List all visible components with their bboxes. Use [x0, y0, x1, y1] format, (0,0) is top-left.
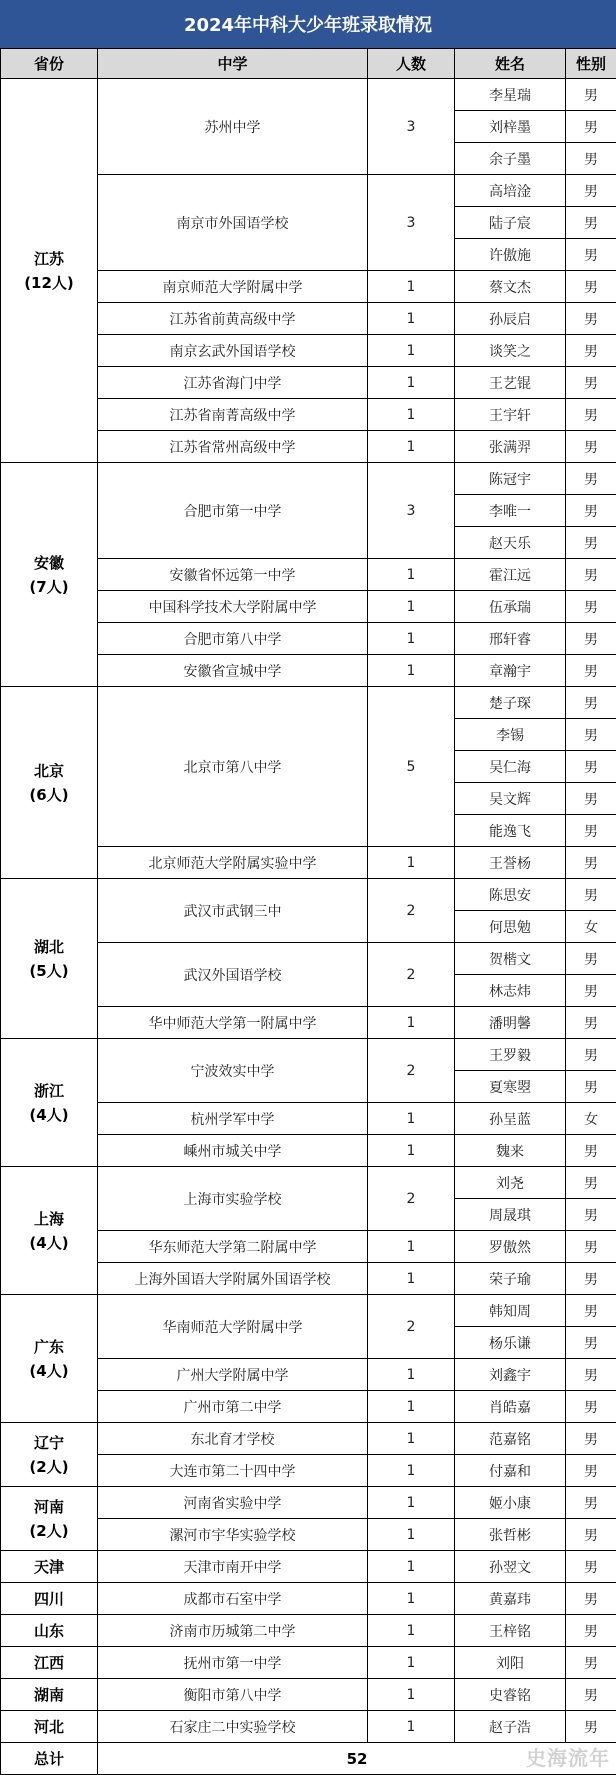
- gender-cell: 男: [566, 175, 616, 207]
- student-name-cell: 李星瑞: [455, 79, 566, 111]
- gender-cell: 男: [566, 591, 616, 623]
- province-cell: 湖北 (5人): [1, 879, 98, 1039]
- count-cell: 2: [368, 1295, 455, 1359]
- gender-cell: 男: [566, 1199, 616, 1231]
- student-name-cell: 孙呈蓝: [455, 1103, 566, 1135]
- province-cell: 辽宁 (2人): [1, 1423, 98, 1487]
- count-cell: 2: [368, 943, 455, 1007]
- sheet-title: 2024年中科大少年班录取情况: [0, 0, 616, 48]
- school-cell: 南京师范大学附属中学: [98, 271, 368, 303]
- student-name-cell: 何思勉: [455, 911, 566, 943]
- header-province: 省份: [1, 49, 98, 79]
- student-name-cell: 刘阳: [455, 1647, 566, 1679]
- count-cell: 1: [368, 1647, 455, 1679]
- student-name-cell: 余子墨: [455, 143, 566, 175]
- school-cell: 漯河市宇华实验学校: [98, 1519, 368, 1551]
- school-cell: 江苏省前黄高级中学: [98, 303, 368, 335]
- student-name-cell: 吴文辉: [455, 783, 566, 815]
- header-count: 人数: [368, 49, 455, 79]
- school-cell: 合肥市第八中学: [98, 623, 368, 655]
- school-cell: 广州大学附属中学: [98, 1359, 368, 1391]
- province-cell: 江苏 (12人): [1, 79, 98, 463]
- gender-cell: 男: [566, 367, 616, 399]
- school-cell: 江苏省常州高级中学: [98, 431, 368, 463]
- count-cell: 3: [368, 79, 455, 175]
- count-cell: 1: [368, 1103, 455, 1135]
- student-name-cell: 贺楷文: [455, 943, 566, 975]
- gender-cell: 男: [566, 1583, 616, 1615]
- gender-cell: 男: [566, 1135, 616, 1167]
- school-cell: 上海外国语大学附属外国语学校: [98, 1263, 368, 1295]
- count-cell: 1: [368, 1487, 455, 1519]
- student-name-cell: 伍承瑞: [455, 591, 566, 623]
- gender-cell: 男: [566, 335, 616, 367]
- gender-cell: 男: [566, 847, 616, 879]
- school-cell: 北京师范大学附属实验中学: [98, 847, 368, 879]
- gender-cell: 男: [566, 1071, 616, 1103]
- student-name-cell: 霍江远: [455, 559, 566, 591]
- count-cell: 1: [368, 655, 455, 687]
- school-cell: 石家庄二中实验学校: [98, 1711, 368, 1743]
- school-cell: 嵊州市城关中学: [98, 1135, 368, 1167]
- gender-cell: 男: [566, 143, 616, 175]
- province-cell: 湖南: [1, 1679, 98, 1711]
- school-cell: 杭州学军中学: [98, 1103, 368, 1135]
- total-label: 总计: [1, 1743, 98, 1775]
- school-cell: 苏州中学: [98, 79, 368, 175]
- school-cell: 天津市南开中学: [98, 1551, 368, 1583]
- gender-cell: 男: [566, 271, 616, 303]
- count-cell: 1: [368, 1391, 455, 1423]
- count-cell: 1: [368, 399, 455, 431]
- student-name-cell: 陈思安: [455, 879, 566, 911]
- gender-cell: 男: [566, 1231, 616, 1263]
- gender-cell: 男: [566, 719, 616, 751]
- school-cell: 江苏省南菁高级中学: [98, 399, 368, 431]
- header-gender: 性别: [566, 49, 616, 79]
- gender-cell: 男: [566, 1327, 616, 1359]
- student-name-cell: 赵天乐: [455, 527, 566, 559]
- student-name-cell: 魏来: [455, 1135, 566, 1167]
- province-cell: 天津: [1, 1551, 98, 1583]
- gender-cell: 女: [566, 911, 616, 943]
- school-cell: 东北育才学校: [98, 1423, 368, 1455]
- gender-cell: 男: [566, 1391, 616, 1423]
- school-cell: 武汉外国语学校: [98, 943, 368, 1007]
- count-cell: 1: [368, 1135, 455, 1167]
- student-name-cell: 高培淦: [455, 175, 566, 207]
- watermark: 史海流年: [526, 1746, 610, 1770]
- student-name-cell: 张哲彬: [455, 1519, 566, 1551]
- count-cell: 1: [368, 271, 455, 303]
- count-cell: 1: [368, 1231, 455, 1263]
- count-cell: 1: [368, 1679, 455, 1711]
- gender-cell: 男: [566, 303, 616, 335]
- student-name-cell: 周晟琪: [455, 1199, 566, 1231]
- student-name-cell: 刘梓墨: [455, 111, 566, 143]
- student-name-cell: 杨乐谦: [455, 1327, 566, 1359]
- gender-cell: 男: [566, 431, 616, 463]
- gender-cell: 男: [566, 879, 616, 911]
- gender-cell: 男: [566, 1007, 616, 1039]
- gender-cell: 男: [566, 655, 616, 687]
- student-name-cell: 陆子宸: [455, 207, 566, 239]
- student-name-cell: 赵子浩: [455, 1711, 566, 1743]
- student-name-cell: 谈笑之: [455, 335, 566, 367]
- school-cell: 华南师范大学附属中学: [98, 1295, 368, 1359]
- school-cell: 南京市外国语学校: [98, 175, 368, 271]
- student-name-cell: 姬小康: [455, 1487, 566, 1519]
- student-name-cell: 王宇轩: [455, 399, 566, 431]
- student-name-cell: 王梓铭: [455, 1615, 566, 1647]
- count-cell: 1: [368, 335, 455, 367]
- school-cell: 上海市实验学校: [98, 1167, 368, 1231]
- gender-cell: 男: [566, 1455, 616, 1487]
- school-cell: 广州市第二中学: [98, 1391, 368, 1423]
- gender-cell: 男: [566, 1551, 616, 1583]
- gender-cell: 男: [566, 463, 616, 495]
- student-name-cell: 陈冠宇: [455, 463, 566, 495]
- gender-cell: 男: [566, 1295, 616, 1327]
- student-name-cell: 王罗毅: [455, 1039, 566, 1071]
- student-name-cell: 刘尧: [455, 1167, 566, 1199]
- gender-cell: 男: [566, 1263, 616, 1295]
- gender-cell: 男: [566, 399, 616, 431]
- count-cell: 1: [368, 1359, 455, 1391]
- header-school: 中学: [98, 49, 368, 79]
- student-name-cell: 范嘉铭: [455, 1423, 566, 1455]
- gender-cell: 男: [566, 559, 616, 591]
- school-cell: 武汉市武钢三中: [98, 879, 368, 943]
- gender-cell: 男: [566, 687, 616, 719]
- count-cell: 1: [368, 1007, 455, 1039]
- student-name-cell: 蔡文杰: [455, 271, 566, 303]
- student-name-cell: 付嘉和: [455, 1455, 566, 1487]
- gender-cell: 男: [566, 1647, 616, 1679]
- student-name-cell: 孙辰启: [455, 303, 566, 335]
- student-name-cell: 罗傲然: [455, 1231, 566, 1263]
- student-name-cell: 黄嘉玮: [455, 1583, 566, 1615]
- gender-cell: 男: [566, 975, 616, 1007]
- student-name-cell: 荣子瑜: [455, 1263, 566, 1295]
- count-cell: 1: [368, 303, 455, 335]
- count-cell: 1: [368, 623, 455, 655]
- gender-cell: 男: [566, 239, 616, 271]
- count-cell: 1: [368, 847, 455, 879]
- student-name-cell: 王誉杨: [455, 847, 566, 879]
- student-name-cell: 韩知周: [455, 1295, 566, 1327]
- count-cell: 3: [368, 175, 455, 271]
- count-cell: 1: [368, 1615, 455, 1647]
- student-name-cell: 刘鑫宇: [455, 1359, 566, 1391]
- student-name-cell: 能逸飞: [455, 815, 566, 847]
- school-cell: 华中师范大学第一附属中学: [98, 1007, 368, 1039]
- student-name-cell: 肖皓嘉: [455, 1391, 566, 1423]
- gender-cell: 男: [566, 783, 616, 815]
- count-cell: 1: [368, 1711, 455, 1743]
- school-cell: 合肥市第一中学: [98, 463, 368, 559]
- province-cell: 河北: [1, 1711, 98, 1743]
- count-cell: 2: [368, 1167, 455, 1231]
- province-cell: 河南 (2人): [1, 1487, 98, 1551]
- count-cell: 2: [368, 879, 455, 943]
- province-cell: 山东: [1, 1615, 98, 1647]
- student-name-cell: 夏寒曌: [455, 1071, 566, 1103]
- gender-cell: 男: [566, 1039, 616, 1071]
- count-cell: 1: [368, 1551, 455, 1583]
- gender-cell: 男: [566, 943, 616, 975]
- school-cell: 济南市历城第二中学: [98, 1615, 368, 1647]
- gender-cell: 男: [566, 1167, 616, 1199]
- gender-cell: 男: [566, 207, 616, 239]
- school-cell: 南京玄武外国语学校: [98, 335, 368, 367]
- count-cell: 1: [368, 1519, 455, 1551]
- gender-cell: 女: [566, 1103, 616, 1135]
- school-cell: 安徽省宣城中学: [98, 655, 368, 687]
- student-name-cell: 许傲施: [455, 239, 566, 271]
- header-name: 姓名: [455, 49, 566, 79]
- count-cell: 5: [368, 687, 455, 847]
- gender-cell: 男: [566, 623, 616, 655]
- student-name-cell: 吴仁海: [455, 751, 566, 783]
- gender-cell: 男: [566, 1711, 616, 1743]
- gender-cell: 男: [566, 1519, 616, 1551]
- student-name-cell: 潘明馨: [455, 1007, 566, 1039]
- province-cell: 广东 (4人): [1, 1295, 98, 1423]
- school-cell: 江苏省海门中学: [98, 367, 368, 399]
- count-cell: 1: [368, 431, 455, 463]
- school-cell: 宁波效实中学: [98, 1039, 368, 1103]
- gender-cell: 男: [566, 527, 616, 559]
- count-cell: 1: [368, 1263, 455, 1295]
- student-name-cell: 史睿铭: [455, 1679, 566, 1711]
- gender-cell: 男: [566, 111, 616, 143]
- gender-cell: 男: [566, 1487, 616, 1519]
- school-cell: 大连市第二十四中学: [98, 1455, 368, 1487]
- student-name-cell: 张满羿: [455, 431, 566, 463]
- gender-cell: 男: [566, 751, 616, 783]
- student-name-cell: 章瀚宇: [455, 655, 566, 687]
- gender-cell: 男: [566, 815, 616, 847]
- school-cell: 抚州市第一中学: [98, 1647, 368, 1679]
- school-cell: 河南省实验中学: [98, 1487, 368, 1519]
- province-cell: 江西: [1, 1647, 98, 1679]
- province-cell: 北京 (6人): [1, 687, 98, 879]
- count-cell: 1: [368, 591, 455, 623]
- student-name-cell: 邢轩睿: [455, 623, 566, 655]
- student-name-cell: 李锡: [455, 719, 566, 751]
- province-cell: 安徽 (7人): [1, 463, 98, 687]
- count-cell: 1: [368, 1455, 455, 1487]
- gender-cell: 男: [566, 1615, 616, 1647]
- gender-cell: 男: [566, 1423, 616, 1455]
- student-name-cell: 李唯一: [455, 495, 566, 527]
- student-name-cell: 楚子琛: [455, 687, 566, 719]
- province-cell: 四川: [1, 1583, 98, 1615]
- gender-cell: 男: [566, 1679, 616, 1711]
- count-cell: 2: [368, 1039, 455, 1103]
- gender-cell: 男: [566, 1359, 616, 1391]
- province-cell: 上海 (4人): [1, 1167, 98, 1295]
- school-cell: 安徽省怀远第一中学: [98, 559, 368, 591]
- school-cell: 衡阳市第八中学: [98, 1679, 368, 1711]
- student-name-cell: 孙翌文: [455, 1551, 566, 1583]
- gender-cell: 男: [566, 495, 616, 527]
- school-cell: 成都市石室中学: [98, 1583, 368, 1615]
- gender-cell: 男: [566, 79, 616, 111]
- count-cell: 1: [368, 1583, 455, 1615]
- school-cell: 中国科学技术大学附属中学: [98, 591, 368, 623]
- count-cell: 1: [368, 559, 455, 591]
- province-cell: 浙江 (4人): [1, 1039, 98, 1167]
- student-name-cell: 林志炜: [455, 975, 566, 1007]
- count-cell: 1: [368, 367, 455, 399]
- admission-table: [0, 48, 616, 1775]
- student-name-cell: 王艺锟: [455, 367, 566, 399]
- school-cell: 华东师范大学第二附属中学: [98, 1231, 368, 1263]
- total-value: 52: [98, 1743, 616, 1775]
- count-cell: 3: [368, 463, 455, 559]
- count-cell: 1: [368, 1423, 455, 1455]
- school-cell: 北京市第八中学: [98, 687, 368, 847]
